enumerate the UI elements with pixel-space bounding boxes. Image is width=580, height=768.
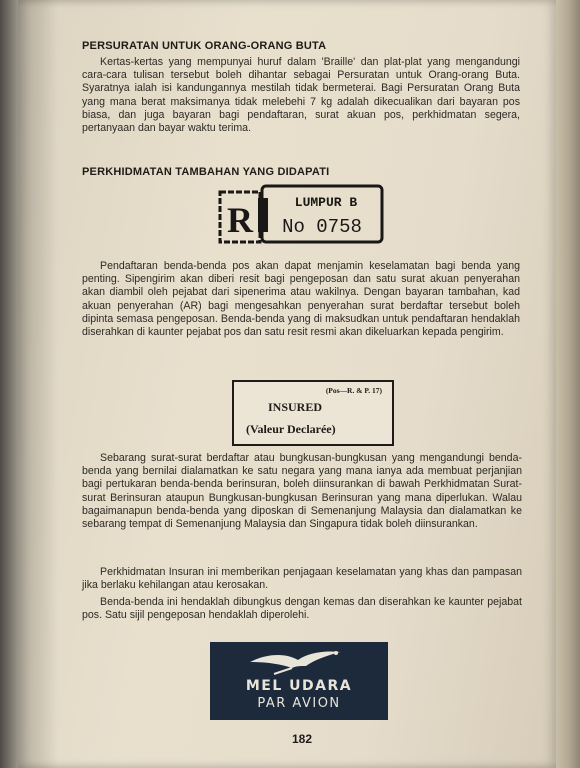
next-page-edge bbox=[556, 0, 580, 768]
insured-label-ref: (Pos—R. & P. 17) bbox=[325, 386, 382, 395]
airmail-label-line1: MEL UDARA bbox=[245, 678, 353, 694]
page-number: 182 bbox=[291, 732, 313, 746]
paragraph-registration: Pendaftaran benda-benda pos akan dapat menjamin keselamatan bagi benda yang penting. Sipengirim akan diberi resit bagi pengeposan dan satu surat akuan penyerahan akan diambil oleh pejabat dari sipenerima atau wakilnya. Dengan bayaran tambahan, kad akuan penyerahan (AR) bagi mengesahkan penyerahan surat berdaftar tersebut boleh dipinta semasa pengeposan. Benda-benda yang di maksudkan untuk pendaftaran hendaklah diserahkan di kaunter pejabat pos dan satu resit resmi akan dikeluarkan kepada pengirim. bbox=[82, 260, 520, 339]
registered-stamp-graphic bbox=[218, 184, 384, 246]
page-fold-shadow bbox=[18, 0, 58, 768]
stamp-number: No 0758 bbox=[282, 216, 362, 238]
insured-label bbox=[232, 380, 394, 446]
airmail-label-line2: PAR AVION bbox=[257, 696, 341, 711]
paragraph-insured-3: Benda-benda ini hendaklah dibungkus dengan kemas dan diserahkan ke kaunter pejabat pos. Satu sijil pengeposan hendaklah diperolehi. bbox=[82, 596, 522, 622]
paragraph-blind-mail: Kertas-kertas yang mempunyai huruf dalam 'Braille' dan plat-plat yang mengandungi cara-cara tulisan tersebut boleh dihantar sebagai Persuratan untuk Orang-orang Buta. Syaratnya ialah isi kandungannya mestilah tidak bermeterai. Bagi Persuratan Orang Buta yang mana berat maksimanya tidak melebehi 7 kg adalah dikecualikan dari bayaran pos biasa, dan juga bayaran bagi pendaftaran, surat akuan pos, perkhidmatan segera, pertanyaan dan bayar waktu terima. bbox=[82, 56, 520, 135]
stamp-letter: R bbox=[227, 200, 253, 240]
paragraph-insured-1: Sebarang surat-surat berdaftar atau bungkusan-bungkusan yang mengandungi benda-benda yang bernilai dialamatkan ke satu negara yang mana ianya ada membuat perjanjian bagi pertukaran benda-benda berinsuran, boleh diinsurankan di bawah Perkhidmatan Surat-surat Berinsuran ataupun Bungkusan-bungkusan Berinsuran yang mana diperlukan. Walau bagaimanapun benda-benda yang diposkan di Semenanjung Malaysia dan dialamatkan ke sebarang tempat di Semenanjung Malaysia dan Singapura tidak boleh diinsurankan. bbox=[82, 452, 522, 531]
airmail-label bbox=[210, 642, 388, 720]
bird-icon bbox=[210, 644, 388, 678]
registered-stamp bbox=[218, 184, 384, 246]
paragraph-insured-2: Perkhidmatan Insuran ini memberikan penjagaan keselamatan yang khas dan pampasan jika berlaku kehilangan atau kerosakan. bbox=[82, 566, 522, 592]
stamp-city: LUMPUR B bbox=[294, 195, 358, 210]
insured-label-subtitle: (Valeur Declarée) bbox=[246, 422, 336, 436]
heading-blind-mail: PERSURATAN UNTUK ORANG-ORANG BUTA bbox=[82, 40, 327, 52]
heading-additional-services: PERKHIDMATAN TAMBAHAN YANG DIDAPATI bbox=[82, 166, 330, 178]
insured-label-title: INSURED bbox=[268, 400, 323, 414]
